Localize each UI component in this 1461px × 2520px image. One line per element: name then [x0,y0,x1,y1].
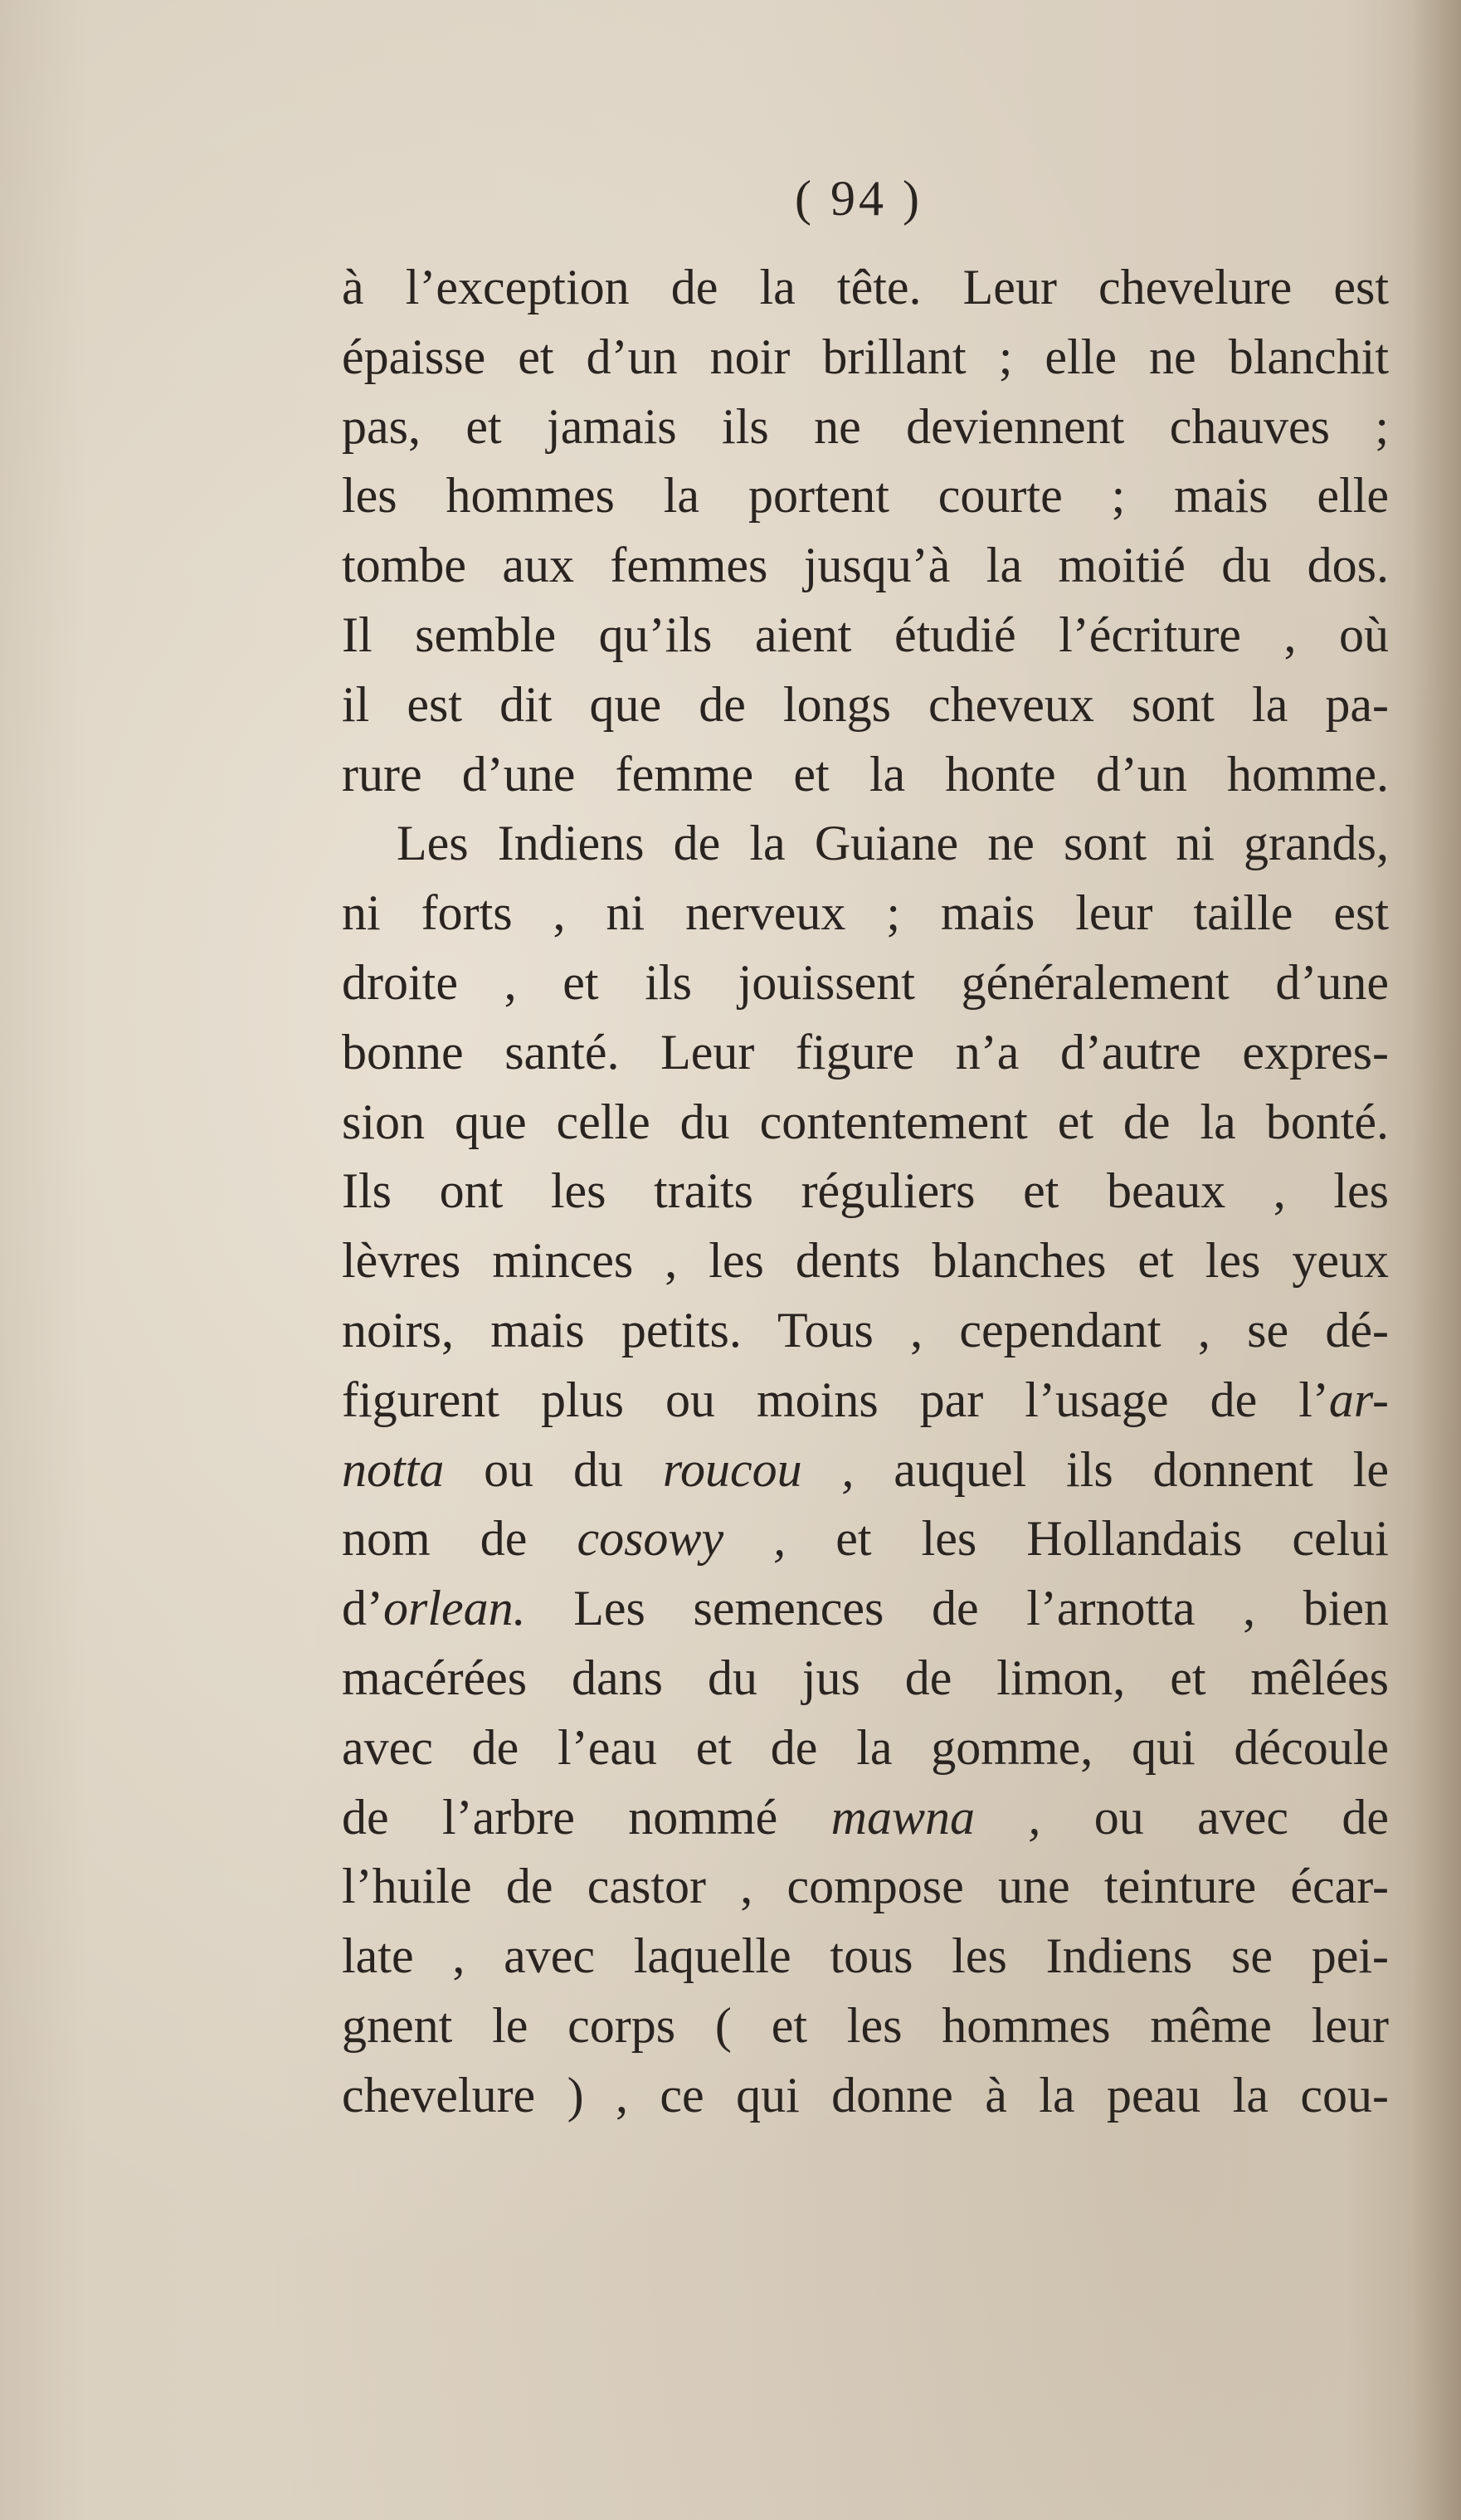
italic-text: orlean. [382,1581,526,1636]
text-segment: il est dit que de longs cheveux sont la pa- [342,676,1389,732]
text-segment: nom de [342,1511,577,1567]
text-line [342,1366,1389,1435]
text-segment: pas, et jamais ils ne deviennent chauves ; [342,398,1389,454]
italic-text: cosowy , [577,1511,787,1567]
text-line [342,1296,1389,1366]
text-segment: droite , et ils jouissent généralement d’une [342,954,1389,1010]
text-line [342,1991,1389,2061]
text-segment: bonne santé. Leur figure n’a d’autre expres- [342,1024,1389,1080]
text-segment: gnent le corps ( et les hommes même leur [342,1997,1389,2053]
body-text [342,253,1389,2131]
italic-text: mawna , [830,1789,1041,1845]
text-line [342,2061,1389,2131]
text-line [342,1226,1389,1296]
text-segment: noirs, mais petits. Tous , cependant , se dé- [342,1302,1389,1357]
text-line [342,461,1389,531]
text-line [342,1088,1389,1158]
text-segment: les hommes la portent courte ; mais elle [342,468,1389,524]
text-line [342,879,1389,948]
page-number: ( 94 ) [795,171,923,226]
text-segment: tombe aux femmes jusqu’à la moitié du dos. [342,538,1389,593]
text-segment: chevelure ) , ce qui donne à la peau la cou- [342,2067,1389,2123]
text-line [342,1852,1389,1922]
text-segment: avec de l’eau et de la gomme, qui découle [342,1719,1389,1775]
italic-text: ar- [1328,1372,1389,1427]
text-line [342,392,1389,462]
text-segment: épaisse et d’un noir brillant ; elle ne blanchit [342,329,1389,384]
text-line [342,531,1389,601]
text-line [342,1574,1389,1644]
text-line [342,1783,1389,1853]
text-line [342,809,1389,879]
text-line [342,1157,1389,1226]
italic-text: notta [342,1441,445,1497]
text-line [342,948,1389,1018]
text-line [342,1504,1389,1574]
text-segment: Les Indiens de la Guiane ne sont ni grands, [397,816,1389,871]
text-line [342,1435,1389,1505]
text-line [342,740,1389,810]
text-segment: ou avec de [1040,1789,1389,1845]
page-edge-shadow [1411,0,1461,2520]
text-line [342,601,1389,670]
text-segment: ou du [444,1441,663,1497]
text-line [342,1018,1389,1088]
text-segment: de l’arbre nommé [342,1789,831,1845]
text-segment: à l’exception de la tête. Leur chevelure est [342,260,1389,314]
text-segment: Ils ont les traits réguliers et beaux , les [342,1163,1389,1219]
text-line [342,1922,1389,1991]
text-segment: sion que celle du contentement et de la bonté. [342,1094,1389,1149]
text-line [342,253,1389,323]
text-segment: et les Hollandais celui [786,1511,1389,1567]
text-segment: l’huile de castor , compose une teinture écar- [342,1859,1389,1914]
text-segment: auquel ils donnent le [854,1441,1389,1497]
text-segment: late , avec laquelle tous les Indiens se pei- [342,1928,1389,1984]
text-segment: macérées dans du jus de limon, et mêlées [342,1650,1389,1705]
text-segment: ni forts , ni nerveux ; mais leur taille est [342,885,1389,941]
text-line [342,1713,1389,1783]
text-segment: Il semble qu’ils aient étudié l’écriture , où [342,607,1389,662]
text-line [342,1644,1389,1713]
text-line [342,670,1389,740]
text-line [342,323,1389,392]
text-segment: d’ [342,1581,383,1636]
text-segment: figurent plus ou moins par l’usage de l’ [342,1372,1329,1427]
text-segment: rure d’une femme et la honte d’un homme. [342,746,1389,802]
text-segment: Les semences de l’arnotta , bien [525,1581,1389,1636]
text-segment: lèvres minces , les dents blanches et les yeux [342,1233,1389,1289]
italic-text: roucou , [662,1441,855,1497]
